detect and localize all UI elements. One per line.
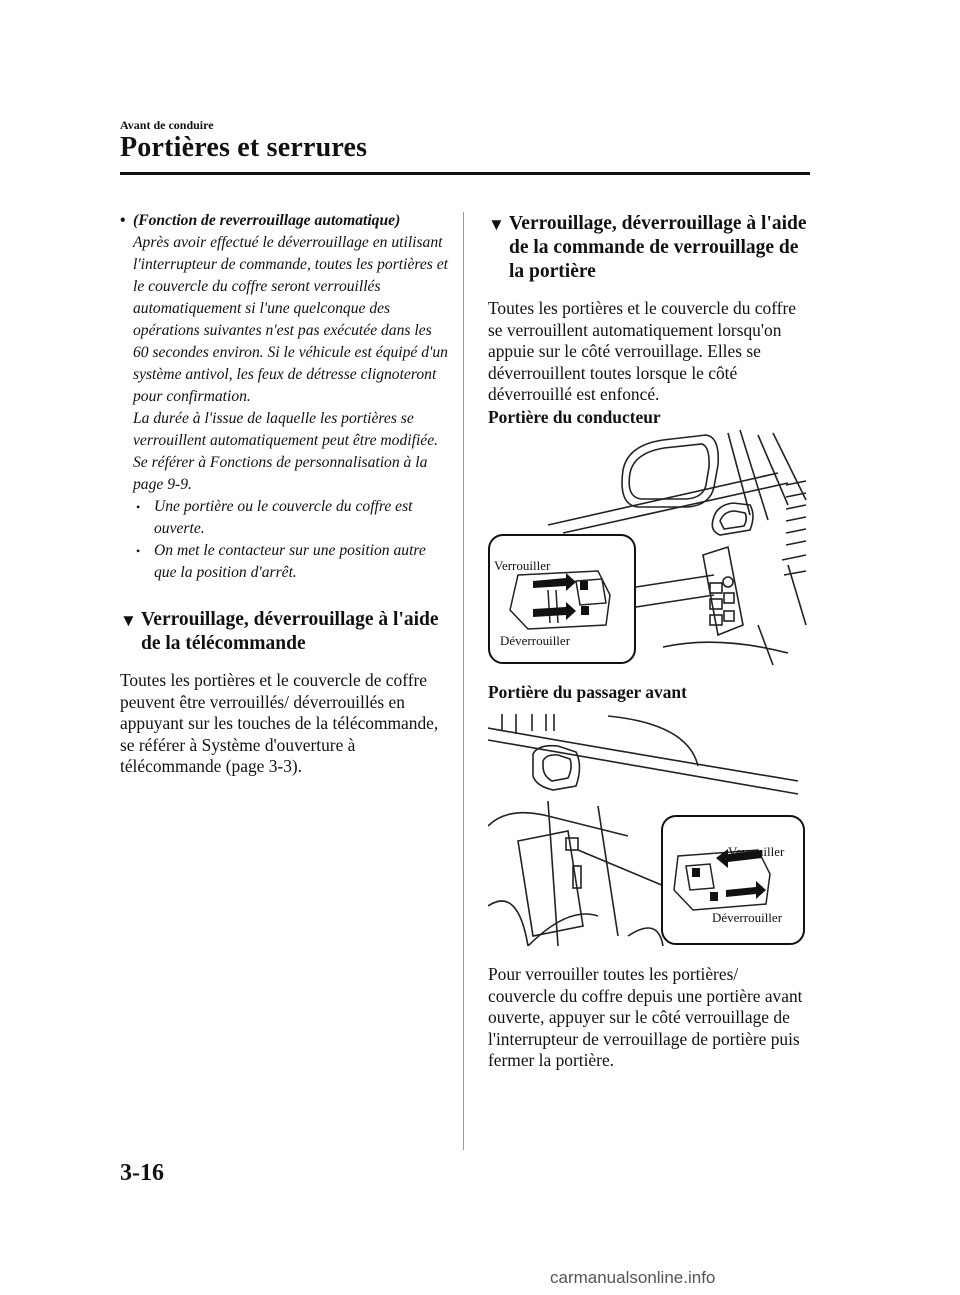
auto-relock-paragraph-1: Après avoir effectué le déverrouillage en utilisant l'interrupteur de commande, toutes les portières et le couvercle du coffre seront verrouillés automatiquement si l'une quelconque des opérations suivantes n'est pas exécutée dans les 60 secondes environ. Si le véhicule est équipé d'un système antivol, les feux de détresse clignoteront pour confirmation. bbox=[133, 234, 449, 405]
passenger-door-caption: Portière du passager avant bbox=[488, 682, 687, 702]
driver-lock-label: Verrouiller bbox=[494, 558, 551, 573]
passenger-lock-label: Verrouiller bbox=[728, 844, 785, 859]
switch-body: Toutes les portières et le couvercle du coffre se verrouillent automatiquement lorsqu'on appuie sur le côté verrouillage. Elles se déverrouillent toutes lorsque le côté déverrouillé est enfoncé. bbox=[488, 298, 796, 404]
triangle-marker-icon: ▼ bbox=[488, 215, 505, 234]
section-label: Avant de conduire bbox=[120, 118, 214, 132]
passenger-unlock-label: Déverrouiller bbox=[712, 910, 783, 925]
passenger-door-illustration bbox=[488, 706, 810, 946]
auto-relock-title: • (Fonction de reverrouillage automatique) bbox=[120, 210, 450, 232]
driver-door-caption: Portière du conducteur bbox=[488, 406, 661, 427]
auto-relock-paragraph-2: La durée à l'issue de laquelle les portières se verrouillent automatiquement peut être modifiée. bbox=[133, 410, 439, 449]
switch-heading-text: Verrouillage, déverrouillage à l'aide de la commande de verrouillage de la portière bbox=[509, 213, 807, 282]
closing-paragraph: Pour verrouiller toutes les portières/ couvercle du coffre depuis une portière avant ouverte, appuyer sur le côté verrouillage de l'interrupteur de verrouillage de portière puis fermer la portière. bbox=[488, 964, 803, 1070]
watermark: carmanualsonline.info bbox=[550, 1268, 716, 1287]
driver-door-illustration bbox=[488, 425, 810, 673]
column-divider bbox=[463, 212, 464, 1150]
auto-relock-paragraph-3: Se référer à Fonctions de personnalisation à la page 9-9. bbox=[133, 454, 428, 493]
page-title: Portières et serrures bbox=[120, 132, 368, 163]
condition-item: • On met le contacteur sur une position autre que la position d'arrêt. bbox=[120, 540, 450, 584]
switch-heading bbox=[488, 212, 808, 284]
driver-unlock-label: Déverrouiller bbox=[500, 633, 571, 648]
right-column bbox=[488, 212, 808, 428]
left-column bbox=[120, 210, 450, 778]
auto-relock-note bbox=[120, 210, 450, 584]
triangle-marker-icon: ▼ bbox=[120, 611, 137, 630]
remote-body: Toutes les portières et le couvercle de coffre peuvent être verrouillés/ déverrouillés en appuyant sur les touches de la télécommande, se référer à Système d'ouverture à télécommande (page 3-3). bbox=[120, 670, 439, 776]
condition-item: • Une portière ou le couvercle du coffre est ouverte. bbox=[120, 496, 450, 540]
title-rule bbox=[120, 172, 810, 175]
remote-heading bbox=[120, 608, 450, 656]
page-number: 3-16 bbox=[120, 1160, 164, 1186]
remote-heading-text: Verrouillage, déverrouillage à l'aide de la télécommande bbox=[141, 609, 439, 654]
